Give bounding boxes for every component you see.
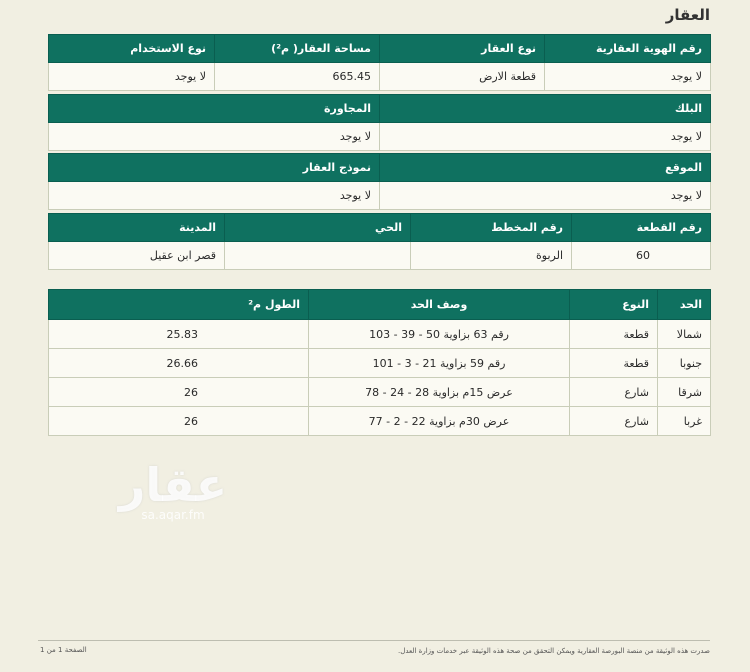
header-boundary-type: النوع <box>570 290 658 320</box>
value-city: قصر ابن عقيل <box>49 242 225 270</box>
table-header-row <box>49 214 711 242</box>
boundary-length: 26 <box>49 378 309 407</box>
boundary-type: قطعة <box>570 349 658 378</box>
table-row <box>49 320 711 349</box>
header-property-model: نموذج العقار <box>49 154 380 182</box>
boundary-length: 26.66 <box>49 349 309 378</box>
boundaries-table <box>48 289 711 436</box>
footer-divider <box>38 640 710 641</box>
table-row <box>49 349 711 378</box>
value-property-area: 665.45 <box>215 63 380 91</box>
boundary-side: غربا <box>658 407 711 436</box>
header-neighborhood: المجاورة <box>49 95 380 123</box>
value-property-type: قطعة الارض <box>380 63 545 91</box>
aqar-watermark <box>108 460 238 522</box>
table-header-row <box>49 35 711 63</box>
table-row <box>49 123 711 151</box>
header-block: البلك <box>380 95 711 123</box>
table-row <box>49 182 711 210</box>
boundary-side: شمالا <box>658 320 711 349</box>
boundary-description: عرض 30م بزاوية 22 - 2 - 77 <box>309 407 570 436</box>
boundary-side: جنوبا <box>658 349 711 378</box>
boundary-description: رقم 59 بزاوية 21 - 3 - 101 <box>309 349 570 378</box>
header-plot-number: رقم القطعة <box>572 214 711 242</box>
table-row <box>49 63 711 91</box>
header-property-id: رقم الهوية العقارية <box>545 35 711 63</box>
header-property-area: مساحة العقار( م²) <box>215 35 380 63</box>
value-block: لا يوجد <box>380 123 711 151</box>
property-info-table <box>48 34 711 91</box>
header-property-type: نوع العقار <box>380 35 545 63</box>
header-location: الموقع <box>380 154 711 182</box>
header-district: الحي <box>225 214 411 242</box>
value-usage-type: لا يوجد <box>49 63 215 91</box>
boundary-type: قطعة <box>570 320 658 349</box>
page-number: الصفحة 1 من 1 <box>40 646 87 654</box>
boundary-side: شرقا <box>658 378 711 407</box>
table-row <box>49 378 711 407</box>
value-scheme-number: الربوة <box>411 242 572 270</box>
watermark-url: sa.aqar.fm <box>141 508 205 522</box>
footer-note: صدرت هذه الوثيقة من منصة البورصة العقارية ويمكن التحقق من صحة هذه الوثيقة عبر خدمات وزارة العدل. <box>398 647 710 655</box>
page-title: العقار <box>665 6 710 24</box>
watermark-logo: عقار <box>118 458 228 512</box>
boundary-description: رقم 63 بزاوية 50 - 39 - 103 <box>309 320 570 349</box>
value-plot-number: 60 <box>572 242 711 270</box>
value-district <box>225 242 411 270</box>
boundary-type: شارع <box>570 378 658 407</box>
boundary-description: عرض 15م بزاوية 28 - 24 - 78 <box>309 378 570 407</box>
header-boundary-description: وصف الحد <box>309 290 570 320</box>
boundary-length: 25.83 <box>49 320 309 349</box>
header-boundary: الحد <box>658 290 711 320</box>
plot-table <box>48 213 711 270</box>
table-header-row <box>49 95 711 123</box>
table-row <box>49 242 711 270</box>
header-length: الطول م² <box>49 290 309 320</box>
block-neighborhood-table <box>48 94 711 151</box>
table-header-row <box>49 154 711 182</box>
boundary-type: شارع <box>570 407 658 436</box>
value-property-model: لا يوجد <box>49 182 380 210</box>
boundary-length: 26 <box>49 407 309 436</box>
table-header-row <box>49 290 711 320</box>
header-city: المدينة <box>49 214 225 242</box>
header-usage-type: نوع الاستخدام <box>49 35 215 63</box>
value-property-id: لا يوجد <box>545 63 711 91</box>
header-scheme-number: رقم المخطط <box>411 214 572 242</box>
value-location: لا يوجد <box>380 182 711 210</box>
table-row <box>49 407 711 436</box>
value-neighborhood: لا يوجد <box>49 123 380 151</box>
location-model-table <box>48 153 711 210</box>
